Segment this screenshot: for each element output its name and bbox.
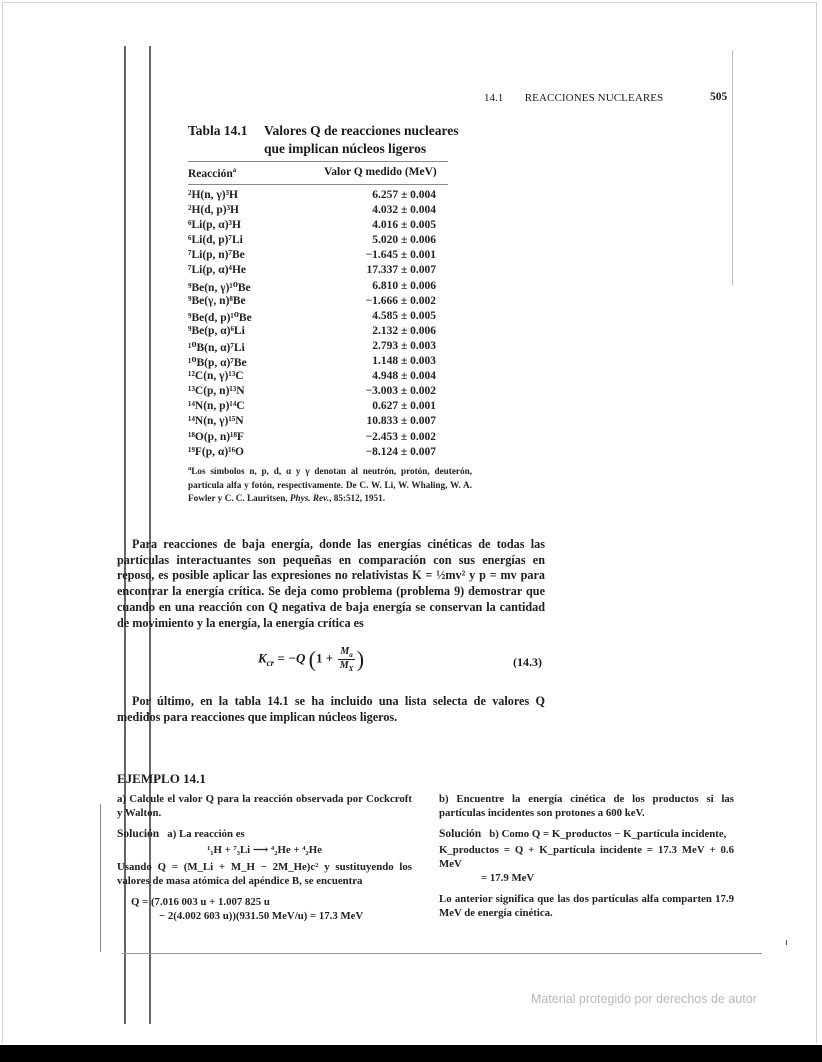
table-row bbox=[188, 234, 448, 249]
table-top-rule bbox=[188, 161, 448, 162]
paragraph-critical-energy: Para reacciones de baja energía, donde las energías cinéticas de todas las partículas interactuantes son pequeñas en comparación con sus energías en reposo, es posible aplicar las expresiones no relativistas K = ½mv² y p = mv para encontrar la energía crítica. Se deja como problema (problema 9) demostrar que cuando en una reacción con Q negativa de baja energía se conservan la cantidad de movimiento y la energía, la energía crítica es bbox=[117, 537, 545, 630]
reaction-cell: ⁹Be(n, γ)¹⁰Be bbox=[188, 281, 251, 294]
reaction-cell: ¹⁴N(n, p)¹⁴C bbox=[188, 400, 245, 413]
reaction-cell: ¹⁰B(n, α)⁷Li bbox=[188, 341, 245, 354]
table-row bbox=[188, 340, 448, 355]
table-row bbox=[188, 264, 448, 279]
q-value-cell: 10.833 ± 0.007 bbox=[366, 415, 436, 428]
q-value-cell: 5.020 ± 0.006 bbox=[372, 234, 436, 247]
part-b-conclusion: Lo anterior significa que las dos partículas alfa comparten 17.9 MeV de energía cinética. bbox=[439, 892, 734, 919]
mass-fraction: $\frac{M_a}{M_X}$ bbox=[339, 646, 354, 673]
reaction-cell: ¹²C(n, γ)¹³C bbox=[188, 370, 244, 383]
reaction-cell: ¹⁸O(p, n)¹⁸F bbox=[188, 430, 244, 443]
q-value-cell: 6.810 ± 0.006 bbox=[372, 279, 436, 292]
example-border bbox=[100, 804, 101, 952]
table-body bbox=[188, 189, 448, 461]
q-value-cell: 4.016 ± 0.005 bbox=[372, 219, 436, 232]
scan-speck bbox=[786, 940, 787, 945]
table-footnote: $^a$Los símbolos n, p, d, α y γ denotan al neutrón, protón, deuterón, partícula alfa y fotón, respectivamente. De C. W. Li, W. Whaling, W. A. Fowler y C. C. Lauritsen, Phys. Rev., 85:512, 1951. bbox=[188, 465, 472, 504]
equation-critical-energy: $K_{cr} = -Q$ (1 + $\frac{M_a}{M_X}$) bbox=[258, 646, 365, 673]
table-row bbox=[188, 355, 448, 370]
table-number: Tabla 14.1 bbox=[188, 123, 248, 138]
part-b-calc-line1: K_productos = Q + K_partícula incidente = 17.3 MeV + 0.6 MeV bbox=[439, 844, 734, 871]
table-row bbox=[188, 219, 448, 234]
reaction-cell: ⁹Be(γ, n)⁸Be bbox=[188, 294, 246, 307]
part-b-solution-intro: Solución b) Como Q = K_productos − K_partícula incidente, bbox=[439, 827, 727, 840]
equation-number: (14.3) bbox=[513, 655, 542, 669]
part-a-calc-line2: − 2(4.002 603 u))(931.50 MeV/u) = 17.3 MeV bbox=[159, 909, 364, 922]
q-value-cell: 17.337 ± 0.007 bbox=[366, 264, 436, 277]
q-value-cell: 0.627 ± 0.001 bbox=[372, 400, 436, 413]
q-value-cell: −8.124 ± 0.007 bbox=[365, 445, 436, 458]
part-a-question: a) Calcule el valor Q para la reacción observada por Cockcroft y Walton. bbox=[117, 793, 412, 819]
part-a-solution-intro: Solución a) La reacción es bbox=[117, 827, 245, 840]
q-value-cell: 2.793 ± 0.003 bbox=[372, 339, 436, 352]
example-part-a bbox=[117, 793, 412, 923]
example-bottom-rule bbox=[122, 953, 762, 954]
table-row bbox=[188, 370, 448, 385]
table-row bbox=[188, 400, 448, 415]
example-part-b bbox=[439, 793, 734, 920]
table-row bbox=[188, 385, 448, 400]
table-row bbox=[188, 280, 448, 295]
reaction-cell: ¹⁴N(n, γ)¹⁵N bbox=[188, 415, 244, 428]
example-box bbox=[100, 762, 740, 954]
reaction-cell: ⁹Be(p, α)⁶Li bbox=[188, 324, 245, 337]
table-row bbox=[188, 204, 448, 219]
section-number: 14.1 bbox=[484, 92, 504, 104]
table-row bbox=[188, 189, 448, 204]
reaction-cell: ¹⁹F(p, α)¹⁶O bbox=[188, 445, 244, 458]
part-b-calc-line2: = 17.9 MeV bbox=[481, 871, 535, 884]
header-q-value: Valor Q medido (MeV) bbox=[324, 166, 437, 178]
table-row bbox=[188, 446, 448, 461]
q-value-cell: 4.948 ± 0.004 bbox=[372, 370, 436, 383]
table-title: Valores Q de reacciones nucleares que implican núcleos ligeros bbox=[264, 123, 459, 156]
part-a-calc-line1: Q = (7.016 003 u + 1.007 825 u bbox=[131, 895, 270, 908]
reaction-cell: ¹³C(p, n)¹³N bbox=[188, 385, 245, 398]
reaction-cell: ⁷Li(p, α)⁴He bbox=[188, 264, 247, 277]
copyright-watermark: Material protegido por derechos de autor bbox=[531, 992, 757, 1006]
reaction-cell: ⁹Be(d, p)¹⁰Be bbox=[188, 311, 252, 324]
table-caption bbox=[188, 122, 478, 158]
q-value-cell: 1.148 ± 0.003 bbox=[372, 355, 436, 368]
table-row bbox=[188, 431, 448, 446]
reaction-cell: ⁷Li(p, n)⁷Be bbox=[188, 249, 245, 262]
reaction-cell: ¹⁰B(p, α)⁷Be bbox=[188, 357, 247, 370]
table-row bbox=[188, 325, 448, 340]
q-value-cell: −2.453 ± 0.002 bbox=[365, 430, 436, 443]
q-value-cell: −1.666 ± 0.002 bbox=[365, 294, 436, 307]
table-row bbox=[188, 310, 448, 325]
reaction-cell: ²H(n, γ)³H bbox=[188, 189, 238, 201]
paragraph-table-reference: Por último, en la tabla 14.1 se ha incluido una lista selecta de valores Q medidos para reacciones que implican núcleos ligeros. bbox=[117, 694, 545, 724]
table-row bbox=[188, 249, 448, 264]
q-value-cell: −3.003 ± 0.002 bbox=[365, 385, 436, 398]
reaction-cell: ⁶Li(p, α)³H bbox=[188, 219, 241, 232]
table-header-rule bbox=[188, 184, 448, 185]
table-row bbox=[188, 415, 448, 430]
chapter-title: REACCIONES NUCLEARES bbox=[524, 92, 664, 104]
part-a-text: Usando Q = (M_Li + M_H − 2M_He)c² y sustituyendo los valores de masa atómica del apéndice B, se encuentra bbox=[117, 861, 412, 887]
example-title: EJEMPLO 14.1 bbox=[117, 771, 206, 786]
q-value-cell: 2.132 ± 0.006 bbox=[372, 324, 436, 337]
journal-name: Phys. Rev. bbox=[289, 493, 330, 504]
running-head bbox=[484, 92, 663, 104]
q-value-cell: 4.032 ± 0.004 bbox=[372, 204, 436, 217]
part-a-reaction: ¹₁H + ⁷₃Li ⟶ ⁴₂He + ⁴₂He bbox=[207, 844, 322, 857]
reaction-cell: ²H(d, p)³H bbox=[188, 204, 239, 217]
q-value-cell: 4.585 ± 0.005 bbox=[372, 309, 436, 322]
q-value-cell: −1.645 ± 0.001 bbox=[365, 249, 436, 262]
margin-line bbox=[732, 50, 733, 285]
table-header bbox=[188, 166, 448, 180]
header-reaction: Reacción$^a$ bbox=[188, 166, 237, 180]
page-number: 505 bbox=[710, 91, 728, 103]
reaction-cell: ⁶Li(d, p)⁷Li bbox=[188, 234, 243, 247]
part-b-question: b) Encuentre la energía cinética de los productos si las partículas incidentes son protones a 600 keV. bbox=[439, 793, 734, 819]
q-value-cell: 6.257 ± 0.004 bbox=[372, 189, 436, 201]
table-row bbox=[188, 295, 448, 310]
bottom-black-bar bbox=[0, 1045, 822, 1062]
